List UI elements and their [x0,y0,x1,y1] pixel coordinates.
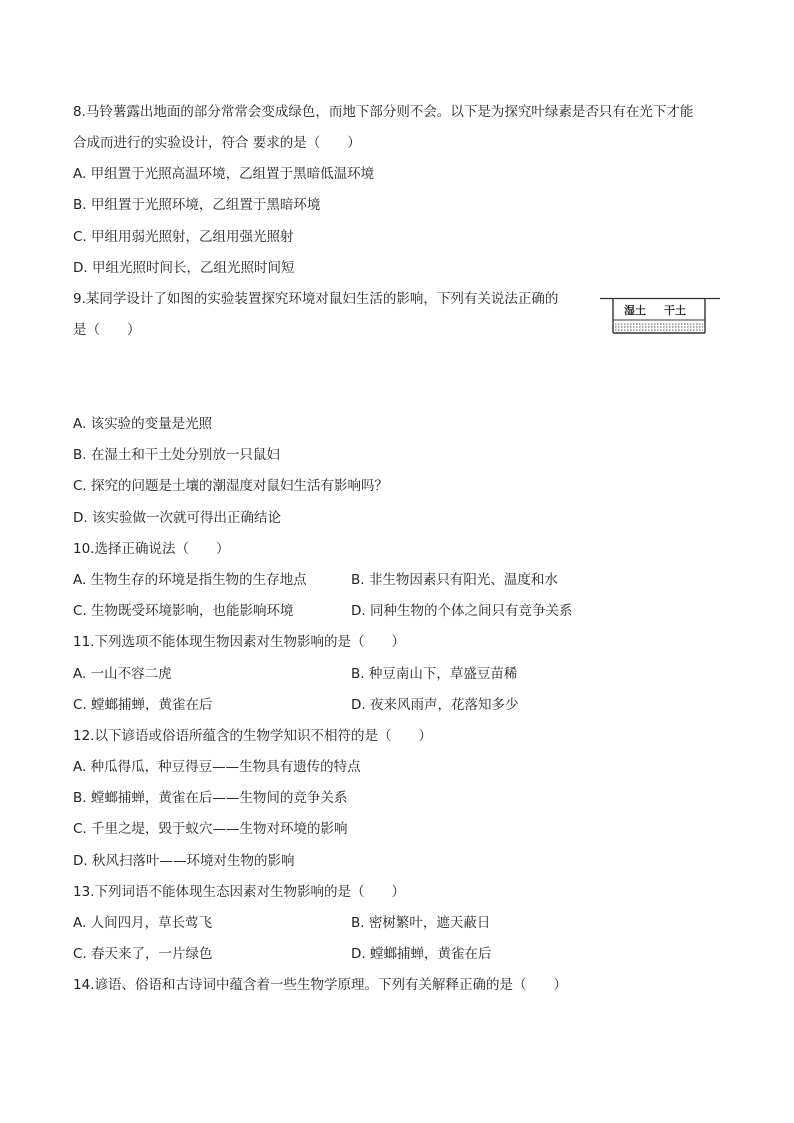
question-12-option-c: C. 千里之堤，毁于蚁穴——生物对环境的影响 [73,821,348,837]
question-13-option-d: D. 螳螂捕蝉，黄雀在后 [351,946,492,962]
soil-experiment-figure [600,297,720,337]
question-9-option-d: D. 该实验做一次就可得出正确结论 [73,510,281,526]
question-8-option-d: D. 甲组光照时间长，乙组光照时间短 [73,260,295,276]
question-13-option-a: A. 人间四月，草长莺飞 [73,915,213,931]
question-11-option-c: C. 螳螂捕蝉，黄雀在后 [73,697,213,713]
wet-soil-label: 湿土 [624,304,646,317]
question-8-option-a: A. 甲组置于光照高温环境，乙组置于黑暗低温环境 [73,166,375,182]
question-10-option-a: A. 生物生存的环境是指生物的生存地点 [73,572,307,588]
question-8-option-b: B. 甲组置于光照环境，乙组置于黑暗环境 [73,197,321,213]
question-12-option-d: D. 秋风扫落叶——环境对生物的影响 [73,853,295,869]
question-13-stem: 13.下列词语不能体现生态因素对生物影响的是（ ） [73,884,405,900]
question-13-option-b: B. 密树繁叶，遮天蔽日 [351,915,491,931]
question-12-option-a: A. 种瓜得瓜，种豆得豆——生物具有遗传的特点 [73,759,361,775]
question-9-option-b: B. 在湿土和干土处分别放一只鼠妇 [73,447,280,463]
question-12-option-b: B. 螳螂捕蝉，黄雀在后——生物间的竞争关系 [73,790,348,806]
question-10-stem: 10.选择正确说法（ ） [73,541,230,557]
question-8-stem-line-2: 合成而进行的实验设计，符合 要求的是（ ） [73,135,361,151]
question-9-stem-line-2: 是（ ） [73,322,141,338]
question-8-option-c: C. 甲组用弱光照射，乙组用强光照射 [73,229,294,245]
question-11-option-d: D. 夜来风雨声，花落知多少 [351,697,519,713]
question-10-option-c: C. 生物既受环境影响，也能影响环境 [73,603,294,619]
question-13-option-c: C. 春天来了，一片绿色 [73,946,213,962]
question-9-option-a: A. 该实验的变量是光照 [73,416,213,432]
question-9-stem-line-1: 9.某同学设计了如图的实验装置探究环境对鼠妇生活的影响，下列有关说法正确的 [73,291,559,307]
question-11-stem: 11.下列选项不能体现生物因素对生物影响的是（ ） [73,634,405,650]
question-9-option-c: C. 探究的问题是土壤的潮湿度对鼠妇生活有影响吗？ [73,478,389,494]
dry-soil-label: 干土 [664,304,686,317]
question-14-stem: 14.谚语、俗语和古诗词中蕴含着一些生物学原理。下列有关解释正确的是（ ） [73,977,567,993]
question-10-option-b: B. 非生物因素只有阳光、温度和水 [351,572,558,588]
question-12-stem: 12.以下谚语或俗语所蕴含的生物学知识不相符的是（ ） [73,728,432,744]
question-10-option-d: D. 同种生物的个体之间只有竞争关系 [351,603,573,619]
question-11-option-b: B. 种豆南山下，草盛豆苗稀 [351,666,518,682]
question-8-stem-line-1: 8.马铃薯露出地面的部分常常会变成绿色，而地下部分则不会。以下是为探究叶绿素是否只有在光下才能 [73,104,694,120]
question-11-option-a: A. 一山不容二虎 [73,666,172,682]
